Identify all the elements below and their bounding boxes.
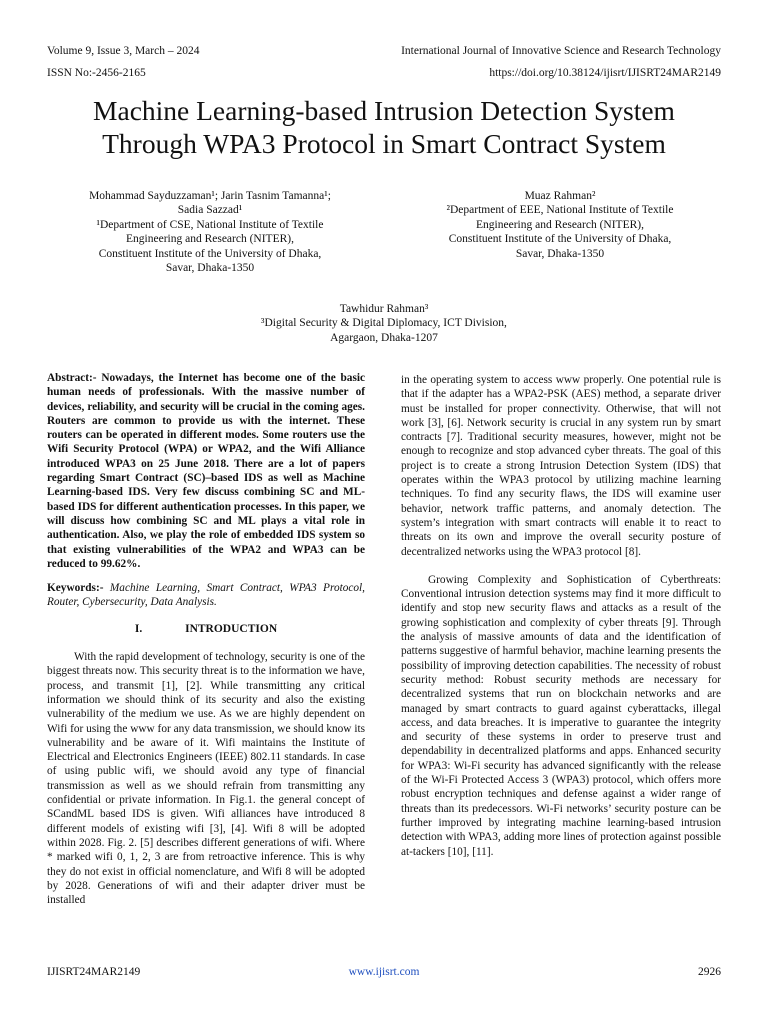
author-line: Mohammad Sayduzzaman¹; Jarin Tasnim Tamanna¹; — [89, 190, 331, 202]
header-volume: Volume 9, Issue 3, March – 2024 — [47, 45, 200, 57]
section-heading — [47, 622, 365, 636]
footer-page-number: 2926 — [698, 966, 721, 978]
affiliation-line: Constituent Institute of the University of Dhaka, — [448, 233, 672, 246]
footer-website-link[interactable]: www.ijisrt.com — [348, 966, 420, 978]
author-block-right — [400, 189, 720, 261]
affiliation-line: Constituent Institute of the University of Dhaka, — [98, 247, 322, 260]
affiliation-line: ¹Department of CSE, National Institute of Textile — [96, 218, 324, 231]
paper-title — [30, 94, 738, 160]
keywords-label: Keywords:- — [47, 582, 104, 595]
left-column — [47, 371, 365, 907]
section-title: INTRODUCTION — [185, 622, 278, 635]
affiliation-line: Savar, Dhaka-1350 — [515, 247, 605, 260]
body-paragraph-continued: in the operating system to access www properly. One potential rule is that if the adapter has a WPA2-PSK (AES) method, a separate driver must be installed for proper connectivity. Otherwise, that will not work [3], [6]. Network security is crucial in any system run by smart contracts [7]. Traditional security measures, however, might not be enough to recognize and stop advanced cyber threats. The goal of this project is to create a strong Intrusion Detection System (IDS) that operates within the WPA3 protocol by utilizing machine learning techniques. To find any security flaws, the IDS will examine user behavior, network traffic patterns, and anomaly detection. The system’s integration with smart contracts will enable it to react to threats on its own and improve the overall security posture of decentralized networks using the WPA3 protocol [8]. — [401, 374, 721, 558]
section-number: I. — [134, 622, 143, 635]
affiliation-line: Engineering and Research (NITER), — [476, 218, 644, 231]
author-block-left — [50, 189, 370, 275]
author-line: Tawhidur Rahman³ — [339, 303, 429, 315]
paper-title-line-2: Through WPA3 Protocol in Smart Contract System — [102, 128, 666, 159]
paper-title-line-1: Machine Learning-based Intrusion Detection System — [93, 95, 675, 126]
author-block-center — [200, 302, 568, 345]
abstract: Abstract:- Nowadays, the Internet has become one of the basic human needs of professionals. With the massive number of devices, reliability, and security will be crucial in the coming ages. Routers are common to provide us with the internet. These routers can be operated in different modes. Some routers use the Wifi Security Protocol (WPA) or WPA2, and the Wifi Alliance introduced WPA3 on 25 June 2018. There are a lot of papers regarding Smart Contract (SC)–based IDS as well as Machine Learning-based IDS. Very few discuss combining SC and ML-based IDS for different authentication processes. In this paper, we will discuss how combining SC and ML plays a vital role in authentication. Also, we play the role of embedded IDS system so that existing vulnerabilities of the WPA2 and WPA3 can be reduced to 99.62%. — [47, 372, 365, 570]
affiliation-line: Savar, Dhaka-1350 — [165, 262, 255, 275]
body-paragraph-cyberthreats: Growing Complexity and Sophistication of Cyberthreats: Conventional intrusion detection systems may find it more difficult to identify and stop new security flaws and attacks as a result of the growing sophistication and complexity of cyber threats [9]. Through the analysis of massive amounts of data and the identification of patterns suggestive of harmful behavior, machine learning presents the possibility of improving detection capabilities. The necessity of robust security method: Robust security methods are necessary for decentralized systems that run on blockchain networks and are managed by smart contracts to guard against cyberattacks, illegal access, and data breaches. It is imperative to guarantee the integrity and security of these systems in order to preserve trust and dependability in decentralized platforms and apps. Enhanced security for WPA3: Wi-Fi security has advanced significantly with the release of the Wi-Fi Protected Access 3 (WPA3) protocol, which offers more robust encryption techniques and defense against a wider range of threats than its predecessors. Wi-Fi networks’ security posture can be further improved by integrating machine learning-based intrusion detection with WPA3, adding more lines of protection against possible at-tackers [10], [11]. — [401, 573, 721, 858]
affiliation-line: Agargaon, Dhaka-1207 — [330, 331, 438, 344]
header-issn: ISSN No:-2456-2165 — [47, 67, 146, 79]
right-column — [401, 373, 721, 859]
footer-paper-id: IJISRT24MAR2149 — [47, 966, 141, 978]
author-line: Sadia Sazzad¹ — [177, 204, 243, 217]
author-line: Muaz Rahman² — [524, 190, 596, 202]
header-doi-link[interactable]: https://doi.org/10.38124/ijisrt/IJISRT24MAR2149 — [489, 67, 721, 79]
keywords — [47, 581, 365, 610]
keywords-text: Machine Learning, Smart Contract, WPA3 Protocol, Router, Cybersecurity, Data Analysis. — [47, 582, 365, 609]
affiliation-line: Engineering and Research (NITER), — [126, 233, 294, 246]
affiliation-line: ³Digital Security & Digital Diplomacy, ICT Division, — [261, 317, 507, 330]
affiliation-line: ²Department of EEE, National Institute of Textile — [446, 204, 674, 217]
intro-paragraph-1: With the rapid development of technology, security is one of the biggest threats now. This security threat is to the information we have, process, and transmit [1], [2]. While transmitting any critical information we should think of its security and also the existing vulnerability of the medium we use. As we are highly dependent on Wifi for using the www for any data transmission, we should know its vulnerability and be aware of it. Wifi maintains the Institute of Electrical and Electronics Engineers (IEEE) 802.11 standards. In case of using public wifi, we should avoid any type of financial transmission as well as we should refrain from transmitting any confidential or private information. In Fig.1. the general concept of SCandML based IDS is given. Wifi alliances have introduced 8 different models of existing wifi [3], [4]. Wifi 8 will be adopted within 2028. Fig. 2. [5] describes different generations of wifi. Where * marked wifi 0, 1, 2, 3 are from retroactive inference. This is why they do not exist in official nomenclature, and Wifi 8 will be adopted by 2028. Generations of wifi and their adapter driver must be installed — [47, 651, 365, 907]
header-journal-name: International Journal of Innovative Science and Research Technology — [401, 45, 721, 57]
